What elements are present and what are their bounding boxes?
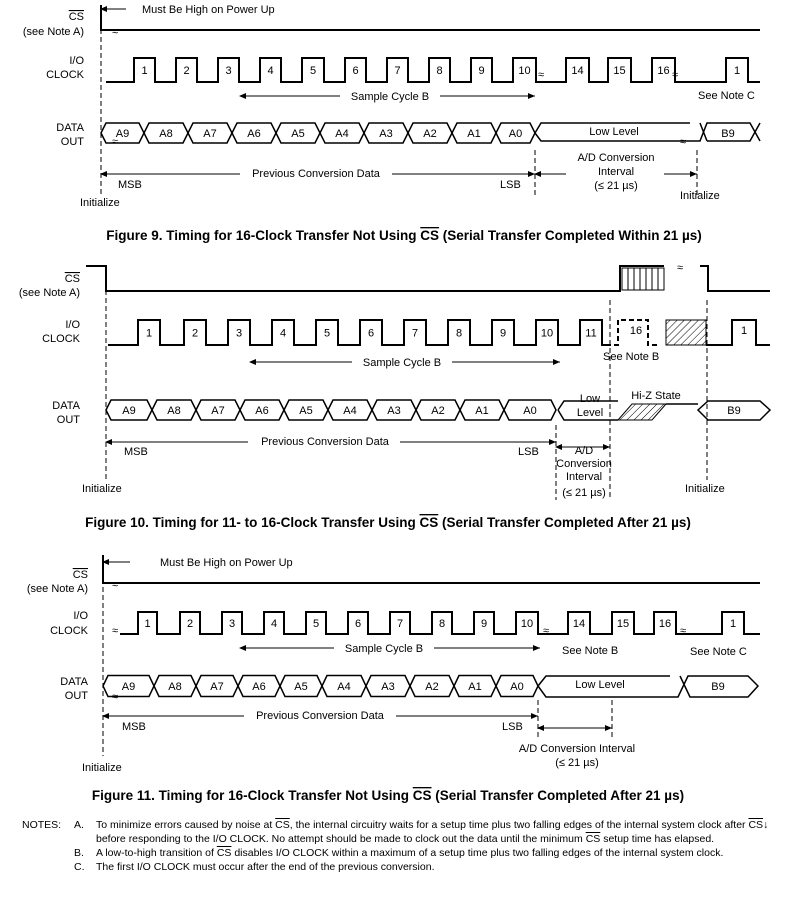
figure-9-caption: Figure 9. Timing for 16-Clock Transfer Not Using CS (Serial Transfer Completed Within 21 µs) (106, 228, 702, 243)
bit-label-A7: A7 (210, 681, 224, 693)
clock-number-4: 4 (270, 618, 278, 630)
clock-number-6: 6 (354, 618, 362, 630)
bit-label-A5: A5 (291, 128, 305, 140)
b9-label: B9 (721, 128, 735, 140)
clock-number-2: 2 (186, 618, 194, 630)
data-label-line2: OUT (60, 136, 84, 148)
previous-data-label: Previous Conversion Data (256, 710, 384, 722)
clock-number-16: 16 (629, 325, 643, 337)
bit-label-A8: A8 (168, 681, 182, 693)
io-label-line1: I/O (73, 610, 88, 622)
b9-label: B9 (727, 405, 741, 417)
clock-number-14: 14 (572, 618, 586, 630)
lsb-label: LSB (502, 721, 523, 733)
break-symbol: ≈ (112, 625, 119, 637)
clock-number-14: 14 (571, 65, 584, 77)
cs-note-label: (see Note A) (18, 287, 80, 299)
note-a-key: A. (74, 819, 84, 831)
break-symbol: ≈ (677, 262, 684, 274)
data-label-line1: DATA (56, 122, 84, 134)
break-symbol: ≈ (538, 69, 545, 81)
cs-note-label: (see Note A) (26, 583, 88, 595)
clock-number-8: 8 (438, 618, 446, 630)
clock-number-1: 1 (733, 65, 741, 77)
data-label-line1: DATA (60, 676, 88, 688)
interval-label: Interval (597, 166, 635, 178)
clock-number-9: 9 (499, 327, 507, 340)
clock-number-16: 16 (658, 618, 672, 630)
msb-label: MSB (118, 179, 142, 191)
note-b-text: A low-to-high transition of $\overline{CS}$ disables I/O CLOCK within a maximum of a setup time plus two falling edges of the internal system clock. (96, 847, 724, 859)
break-symbol: ≈ (680, 625, 687, 637)
break-symbol: ≈ (112, 26, 119, 38)
msb-label: MSB (124, 446, 148, 458)
bit-label-A0: A0 (523, 405, 537, 417)
bit-label-A7: A7 (203, 128, 217, 140)
clock-number-8: 8 (455, 327, 463, 340)
clock-number-5: 5 (312, 618, 320, 630)
clock-number-3: 3 (228, 618, 236, 630)
figure-11-caption: Figure 11. Timing for 16-Clock Transfer Not Using CS (Serial Transfer Completed After 21 µs) (91, 788, 685, 803)
clock-number-10: 10 (520, 618, 534, 630)
note-a (22, 818, 772, 846)
clock-number-9: 9 (480, 618, 488, 630)
bit-label-A1: A1 (475, 405, 489, 417)
bit-label-A1: A1 (468, 681, 482, 693)
io-clock-waveform (108, 320, 606, 345)
clock-number-15: 15 (616, 618, 630, 630)
figure-9 (23, 4, 760, 243)
ad-label: A/D (574, 445, 594, 457)
clock-number-11: 11 (585, 327, 597, 340)
figure-11 (27, 555, 760, 803)
break-symbol: ≈ (680, 136, 687, 148)
data-out-bus (106, 400, 556, 420)
bit-label-A2: A2 (425, 681, 439, 693)
clock-hatched-region (666, 320, 706, 345)
bit-label-A3: A3 (381, 681, 395, 693)
note-b (22, 846, 772, 860)
clock-number-4: 4 (279, 327, 287, 340)
notes-heading: NOTES: (22, 819, 62, 831)
initialize-label: Initialize (680, 190, 720, 202)
note-c (22, 860, 772, 874)
clock-number-10: 10 (518, 65, 531, 77)
le21-label: (≤ 21 µs) (562, 487, 606, 499)
low-label: Low (579, 393, 601, 405)
break-symbol: ≈ (543, 625, 550, 637)
clock-number-16: 16 (657, 65, 670, 77)
bit-label-A8: A8 (159, 128, 173, 140)
bit-label-A1: A1 (467, 128, 481, 140)
io-label-line2: CLOCK (50, 625, 88, 637)
clock-number-9: 9 (478, 65, 485, 77)
data-label-line2: OUT (64, 690, 88, 702)
clock-number-3: 3 (235, 327, 243, 340)
bit-label-A9: A9 (121, 681, 136, 693)
note-a-text: To minimize errors caused by noise at $\overline{CS}$, the internal circuitry waits for a setup time plus two falling edges of the internal system clock after $\overline{CS}↓$ before responding to the I/O CLOCK. No attempt should be made to clock out the data until the minimum $\overline{CS}$ setup time has elapsed. (96, 819, 769, 845)
clock-number-7: 7 (394, 65, 401, 77)
ad-conversion-interval-label: A/D Conversion Interval (518, 743, 636, 755)
level-label: Level (576, 407, 604, 419)
must-be-high-label: Must Be High on Power Up (160, 557, 293, 569)
low-level-label: Low Level (575, 679, 625, 691)
low-level-label: Low Level (589, 126, 639, 138)
io-label-line1: I/O (65, 319, 80, 331)
lsb-label: LSB (500, 179, 521, 191)
clock-number-1: 1 (141, 65, 148, 77)
lsb-label: LSB (518, 446, 539, 458)
bit-label-A6: A6 (252, 681, 266, 693)
clock-number-5: 5 (309, 65, 317, 77)
msb-label: MSB (122, 721, 146, 733)
io-label-line1: I/O (69, 55, 84, 67)
clock-number-1: 1 (740, 325, 748, 337)
initialize-label: Initialize (685, 483, 725, 495)
clock-number-8: 8 (436, 65, 443, 77)
see-note-b-label: See Note B (603, 351, 660, 363)
bit-label-A4: A4 (343, 405, 357, 417)
clock-number-7: 7 (411, 327, 419, 340)
see-note-c-label: See Note C (698, 90, 755, 102)
bit-label-A9: A9 (122, 405, 136, 417)
clock-number-7: 7 (396, 618, 404, 630)
sample-cycle-label: Sample Cycle B (362, 357, 442, 369)
bit-label-A3: A3 (387, 405, 401, 417)
bit-label-A4: A4 (335, 128, 349, 140)
data-out-bus (103, 676, 538, 697)
previous-data-label: Previous Conversion Data (261, 436, 389, 448)
le21-label: (≤ 21 µs) (555, 757, 599, 769)
bit-label-A3: A3 (379, 128, 393, 140)
bit-label-A6: A6 (255, 405, 269, 417)
clock-number-1: 1 (145, 327, 153, 340)
cs-label: CS (68, 11, 84, 23)
clock-number-5: 5 (323, 327, 331, 340)
initialize-label: Initialize (82, 483, 122, 495)
note-b-key: B. (74, 847, 84, 859)
data-label-line1: DATA (52, 400, 80, 412)
note-c-text: The first I/O CLOCK must occur after the end of the previous conversion. (96, 861, 435, 873)
io-label-line2: CLOCK (42, 333, 80, 345)
clock-number-10: 10 (540, 327, 554, 340)
notes (22, 818, 772, 874)
figure-10-caption: Figure 10. Timing for 11- to 16-Clock Transfer Using CS (Serial Transfer Completed After 21 µs) (85, 515, 691, 530)
clock-number-6: 6 (367, 327, 375, 340)
see-note-b-label: See Note B (562, 645, 619, 657)
clock-number-2: 2 (191, 327, 199, 340)
clock-number-4: 4 (267, 65, 274, 77)
bit-label-A4: A4 (337, 681, 351, 693)
clock-number-3: 3 (225, 65, 232, 77)
bit-label-A0: A0 (510, 681, 524, 693)
bit-label-A5: A5 (294, 681, 308, 693)
b9-label: B9 (711, 681, 725, 693)
cs-label: CS (72, 569, 88, 581)
bit-label-A6: A6 (247, 128, 261, 140)
data-label-line2: OUT (56, 414, 80, 426)
bit-label-A8: A8 (167, 405, 181, 417)
sample-cycle-label: Sample Cycle B (344, 643, 424, 655)
bit-label-A7: A7 (211, 405, 225, 417)
bit-label-A9: A9 (115, 128, 130, 140)
clock-number-1: 1 (729, 618, 737, 630)
ad-conversion-label: A/D Conversion (577, 152, 655, 164)
previous-data-label: Previous Conversion Data (252, 168, 380, 180)
break-symbol: ≈ (112, 691, 119, 703)
sample-cycle-label: Sample Cycle B (350, 91, 430, 103)
break-symbol: ≈ (672, 69, 679, 81)
clock-number-1: 1 (144, 618, 151, 630)
initialize-label: Initialize (82, 762, 122, 774)
clock-numbers (141, 65, 740, 77)
clock-number-2: 2 (183, 65, 190, 77)
figure-10 (19, 262, 770, 530)
clock-numbers (144, 618, 736, 630)
bit-label-A5: A5 (299, 405, 313, 417)
clock-number-15: 15 (613, 65, 626, 77)
io-label-line2: CLOCK (46, 69, 84, 81)
bit-label-A0: A0 (508, 128, 523, 140)
hiz-label: Hi-Z State (631, 390, 681, 402)
clock-numbers (146, 328, 597, 340)
hiz-transition (618, 404, 666, 420)
data-out-bus (101, 123, 535, 143)
cs-waveform (86, 266, 770, 291)
clock-number-6: 6 (352, 65, 359, 77)
cs-label: CS (64, 273, 80, 285)
note-c-key: C. (74, 861, 85, 873)
interval-label: Interval (565, 471, 603, 483)
le21-label: (≤ 21 µs) (594, 180, 638, 192)
bit-label-A2: A2 (431, 405, 445, 417)
bit-label-A2: A2 (423, 128, 437, 140)
break-symbol: ≈ (112, 136, 119, 148)
see-note-c-label: See Note C (690, 646, 747, 658)
must-be-high-label: Must Be High on Power Up (142, 4, 275, 16)
cs-note-label: (see Note A) (22, 26, 84, 38)
conversion-label: Conversion (556, 458, 612, 470)
initialize-label: Initialize (80, 197, 120, 209)
break-symbol: ≈ (112, 579, 119, 591)
